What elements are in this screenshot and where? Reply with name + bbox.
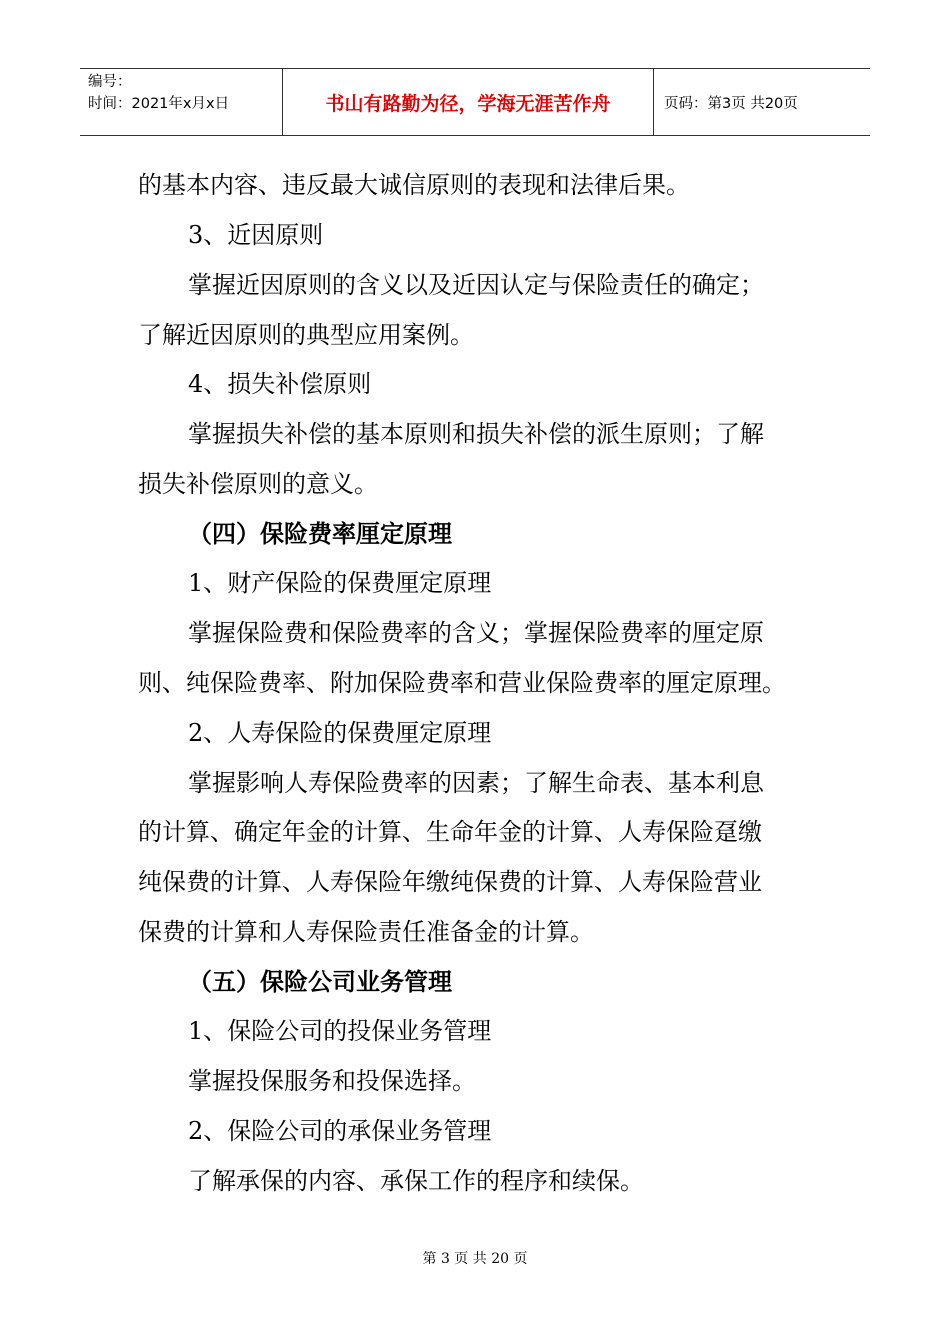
time-label: 时间：2021年x月x日 — [88, 96, 230, 112]
page-header — [80, 68, 870, 136]
body-line: 了解近因原则的典型应用案例。 — [138, 321, 474, 349]
item-heading: 2、人寿保险的保费厘定原理 — [188, 719, 492, 747]
body-line: 纯保费的计算、人寿保险年缴纯保费的计算、人寿保险营业 — [138, 868, 762, 896]
body-line: 的基本内容、违反最大诚信原则的表现和法律后果。 — [138, 171, 690, 199]
page-footer: 第 3 页 共 20 页 — [422, 1251, 528, 1267]
item-heading: 4、损失补偿原则 — [188, 370, 372, 398]
body-line: 保费的计算和人寿保险责任准备金的计算。 — [138, 918, 594, 946]
header-motto: 书山有路勤为径，学海无涯苦作舟 — [282, 69, 654, 135]
item-heading: 2、保险公司的承保业务管理 — [188, 1117, 492, 1145]
body-line: 则、纯保险费率、附加保险费率和营业保险费率的厘定原理。 — [138, 669, 786, 697]
body-line: 损失补偿原则的意义。 — [138, 470, 378, 498]
header-page-info: 页码：第3页 共20页 — [664, 95, 798, 112]
item-heading: 1、财产保险的保费厘定原理 — [188, 569, 492, 597]
item-heading: 1、保险公司的投保业务管理 — [188, 1017, 492, 1045]
header-left — [80, 69, 282, 135]
section-heading: （五）保险公司业务管理 — [188, 968, 452, 996]
body-line: 掌握投保服务和投保选择。 — [188, 1067, 476, 1095]
body-line: 的计算、确定年金的计算、生命年金的计算、人寿保险趸缴 — [138, 818, 762, 846]
body-line: 掌握近因原则的含义以及近因认定与保险责任的确定； — [188, 271, 764, 299]
body-line: 掌握保险费和保险费率的含义；掌握保险费率的厘定原 — [188, 619, 764, 647]
section-heading: （四）保险费率厘定原理 — [188, 520, 452, 548]
item-heading: 3、近因原则 — [188, 221, 324, 249]
body-line: 了解承保的内容、承保工作的程序和续保。 — [188, 1167, 644, 1195]
body-line: 掌握影响人寿保险费率的因素；了解生命表、基本利息 — [188, 769, 764, 797]
body-line: 掌握损失补偿的基本原则和损失补偿的派生原则；了解 — [188, 420, 764, 448]
number-label: 编号： — [88, 74, 132, 90]
